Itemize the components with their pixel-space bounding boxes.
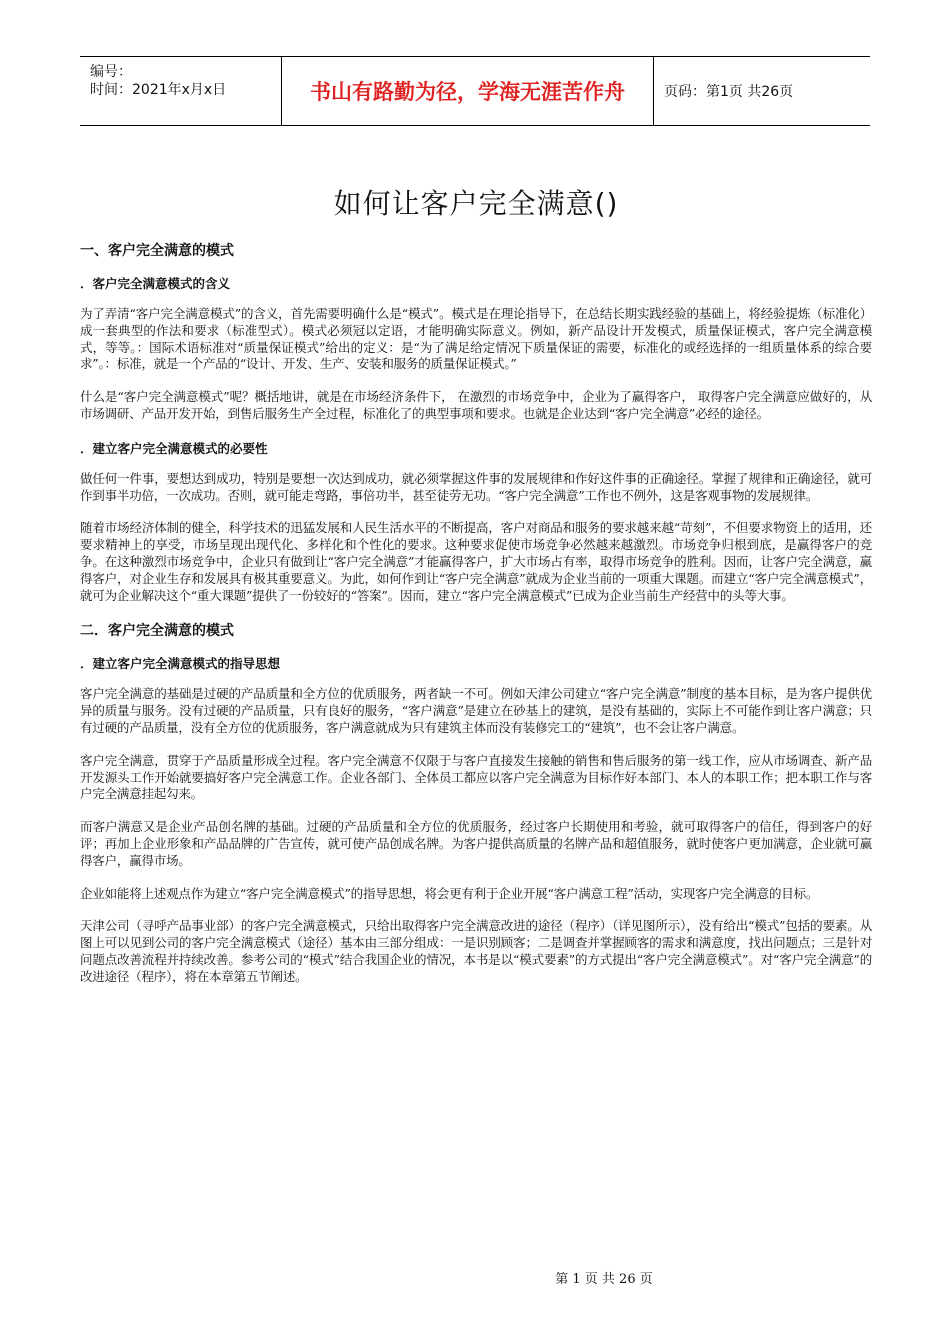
section-2-subheading-1: ．建立客户完全满意模式的指导思想 xyxy=(80,656,281,672)
document-date: 时间：2021年x月x日 xyxy=(90,82,227,98)
section-1-heading: 一、客户完全满意的模式 xyxy=(80,243,234,259)
paragraph: 什么是“客户完全满意模式”呢？概括地讲，就是在市场经济条件下， 在激烈的市场竞争中，企业为了赢得客户， 取得客户完全满意应做好的，从市场调研、产品开发开始，到售后服务生产全过程，标准化了的典型事项和要求。也就是企业达到“客户完全满意”必经的途径。 xyxy=(80,389,872,421)
paragraph: 天津公司（寻呼产品事业部）的客户完全满意模式，只给出取得客户完全满意改进的途径（程序）（详见图所示），没有给出“模式”包括的要素。从图上可以见到公司的客户完全满意模式（途径）基本由三部分组成：一是识别顾客；二是调查并掌握顾客的需求和满意度，找出问题点；三是针对问题点改善流程并持续改善。参考公司的“模式”结合我国企业的情况，本书是以“模式要素”的方式提出“客户完全满意模式”。对“客户完全满意”的改进途径（程序），将在本章第五节阐述。 xyxy=(80,918,872,984)
page-header xyxy=(80,56,870,126)
section-1-subheading-1: ．客户完全满意模式的含义 xyxy=(80,276,231,291)
document-number-label: 编号： xyxy=(90,64,132,80)
section-2-heading: 二．客户完全满意的模式 xyxy=(80,623,234,640)
page-footer: 第 1 页 共 26 页 xyxy=(555,1272,653,1287)
header-meta xyxy=(80,57,282,125)
header-motto: 书山有路勤为径，学海无涯苦作舟 xyxy=(282,57,654,125)
header-page-info: 页码：第1页 共26页 xyxy=(664,84,794,100)
document-title: 如何让客户完全满意() xyxy=(333,187,619,220)
section-1-subheading-2: ．建立客户完全满意模式的必要性 xyxy=(80,440,268,456)
paragraph: 客户完全满意的基础是过硬的产品质量和全方位的优质服务，两者缺一不可。例如天津公司建立“客户完全满意”制度的基本目标，是为客户提供优异的质量与服务。没有过硬的产品质量，只有良好的服务，“客户满意”是建立在砂基上的建筑，是没有基础的，实际上不可能作到让客户满意；只有过硬的产品质量，没有全方位的优质服务，客户满意就成为只有建筑主体而没有装修完工的“建筑”，也不会让客户满意。 xyxy=(80,686,872,735)
paragraph: 企业如能将上述观点作为建立“客户完全满意模式”的指导思想，将会更有利于企业开展“客户满意工程”活动，实现客户完全满意的目标。 xyxy=(80,885,819,901)
paragraph: 做任何一件事，要想达到成功，特别是要想一次达到成功，就必须掌握这件事的发展规律和作好这件事的正确途径。掌握了规律和正确途径，就可作到事半功倍，一次成功。否则，就可能走弯路，事倍功半，甚至徒劳无功。“客户完全满意”工作也不例外，这是客观事物的发展规律。 xyxy=(80,470,872,503)
paragraph: 客户完全满意，贯穿于产品质量形成全过程。客户完全满意不仅限于与客户直接发生接触的销售和售后服务的第一线工作，应从市场调查、新产品开发源头工作开始就要搞好客户完全满意工作。企业各部门、全体员工都应以客户完全满意为目标作好本部门、本人的本职工作；把本职工作与客户完全满意挂起勾来。 xyxy=(80,752,872,802)
paragraph: 为了弄清“客户完全满意模式”的含义，首先需要明确什么是“模式”。模式是在理论指导下，在总结长期实践经验的基础上，将经验提炼（标准化）成一套典型的作法和要求（标准型式）。模式必须冠以定语，才能明确实际意义。例如，新产品设计开发模式，质量保证模式，客户完全满意模式，等等。：国际术语标准对“质量保证模式”给出的定义：是“为了满足给定情况下质量保证的需要，标准化的或经选择的一组质量体系的综合要求”。：标准，就是一个产品的“设计、开发、生产、安装和服务的质量保证模式。” xyxy=(80,306,872,372)
paragraph: 随着市场经济体制的健全，科学技术的迅猛发展和人民生活水平的不断提高，客户对商品和服务的要求越来越“苛刻”，不但要求物资上的适用，还要求精神上的享受，市场呈现出现代化、多样化和个性化的要求。这种要求促使市场竞争必然越来越激烈。市场竞争归根到底，是赢得客户的竞争。在这种激烈市场竞争中，企业只有做到让“客户完全满意”才能赢得客户，扩大市场占有率，取得市场竞争的胜利。因而，让客户完全满意，赢得客户，对企业生存和发展具有极其重要意义。为此，如何作到让“客户完全满意”就成为企业当前的一项重大课题。而建立“客户完全满意模式”，就可为企业解决这个“重大课题”提供了一份较好的“答案”。因而，建立“客户完全满意模式”已成为企业当前生产经营中的头等大事。 xyxy=(80,520,872,603)
paragraph: 而客户满意又是企业产品创名牌的基础。过硬的产品质量和全方位的优质服务，经过客户长期使用和考验，就可取得客户的信任，得到客户的好评；再加上企业形象和产品品牌的广告宣传，就可使产品创成名牌。为客户提供高质量的名牌产品和超值服务，就时使客户更加满意，企业就可赢得客户，赢得市场。 xyxy=(80,819,872,868)
document-body xyxy=(80,182,872,1002)
